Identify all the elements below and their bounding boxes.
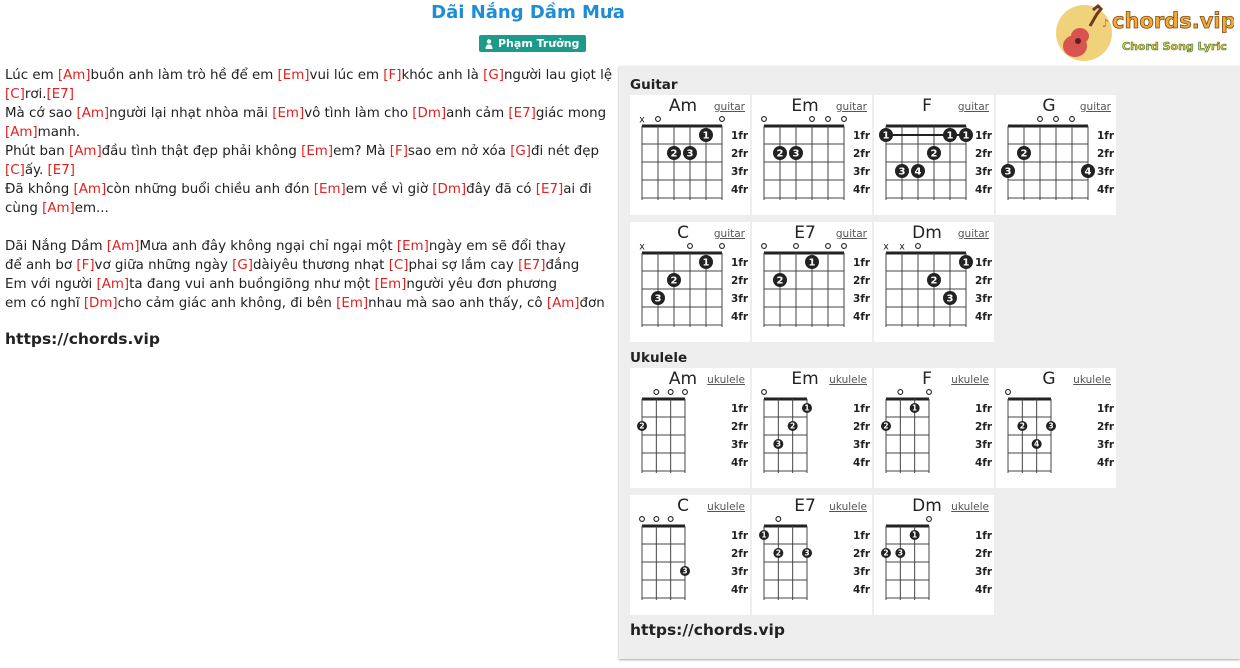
ukulele-chord-card[interactable] — [630, 495, 750, 615]
chord-name: E7 — [794, 223, 816, 243]
instrument-link[interactable]: ukulele — [829, 501, 867, 513]
fret-label: 1fr — [1097, 130, 1115, 142]
open-string-marker — [720, 244, 725, 249]
chord-link[interactable]: [E7] — [47, 163, 75, 178]
finger-number: 2 — [883, 421, 889, 431]
guitar-chord-card[interactable] — [630, 95, 750, 215]
finger-number: 2 — [1020, 148, 1028, 160]
chord-link[interactable]: [Am] — [73, 182, 107, 197]
fret-label: 4fr — [853, 457, 871, 469]
chord-name: Dm — [912, 223, 942, 243]
lyric-text: Dãi Nắng Dầm — [5, 239, 107, 254]
chord-name: Em — [791, 369, 819, 389]
open-string-marker — [794, 244, 799, 249]
chord-link[interactable]: [Em] — [301, 144, 334, 159]
lyric-text: rơi. — [24, 87, 47, 102]
open-string-marker — [668, 390, 673, 395]
lyric-text: Lúc em — [5, 68, 58, 83]
instrument-link[interactable]: guitar — [835, 101, 867, 113]
fret-label: 3fr — [853, 566, 871, 578]
chord-link[interactable]: [G] — [510, 144, 532, 159]
fret-label: 2fr — [975, 148, 993, 160]
ukulele-section-label: Ukulele — [630, 350, 688, 366]
open-string-marker — [826, 117, 831, 122]
fret-label: 3fr — [853, 166, 871, 178]
chord-link[interactable]: [Am] — [42, 201, 75, 216]
ukulele-chord-card[interactable] — [630, 368, 750, 488]
ukulele-chord-card[interactable] — [874, 368, 994, 488]
lyric-line — [5, 237, 617, 256]
finger-number: 1 — [702, 257, 710, 269]
lyric-text: ấy. — [24, 163, 48, 178]
instrument-link[interactable]: guitar — [957, 228, 989, 240]
muted-string-marker: x — [639, 114, 645, 126]
open-string-marker — [656, 117, 661, 122]
finger-number: 1 — [912, 403, 918, 413]
lyric-text: giác mong — [535, 106, 607, 121]
logo-tagline: Chord Song Lyric — [1122, 40, 1227, 53]
chord-name: E7 — [794, 496, 816, 516]
lyric-text: Mà cớ sao — [5, 106, 77, 121]
fret-label: 3fr — [731, 166, 749, 178]
fret-label: 1fr — [731, 530, 749, 542]
lyric-line — [5, 161, 617, 180]
ukulele-chord-card[interactable] — [752, 495, 872, 615]
lyric-line — [5, 275, 617, 294]
lyric-text: Em với người — [5, 277, 97, 292]
artist-name: Phạm Trưởng — [498, 37, 580, 50]
guitar-chord-card[interactable] — [996, 95, 1116, 215]
chord-link[interactable]: [Am] — [106, 239, 140, 254]
lyric-text: vô tình làm cho — [304, 106, 413, 121]
open-string-marker — [842, 117, 847, 122]
chord-link[interactable]: [Am] — [57, 68, 91, 83]
finger-number: 1 — [804, 403, 810, 413]
chord-name: Am — [668, 96, 698, 116]
chord-name: G — [1042, 369, 1056, 389]
lyric-text: em về vì giờ — [345, 182, 433, 197]
lyric-line — [5, 218, 617, 237]
open-string-marker — [1054, 117, 1059, 122]
finger-number: 3 — [686, 148, 694, 160]
fret-label: 3fr — [853, 293, 871, 305]
lyric-text: nhau mà sao anh thấy, cô — [368, 296, 547, 311]
chord-link[interactable]: [E7] — [535, 182, 564, 197]
fret-label: 1fr — [853, 403, 871, 415]
guitar-chord-card[interactable] — [630, 222, 750, 342]
finger-number: 2 — [776, 275, 784, 287]
song-title: Dãi Nắng Dầm Mưa — [431, 2, 625, 23]
chord-chart-panel — [619, 66, 1240, 659]
finger-number: 4 — [1084, 166, 1092, 178]
lyric-text: đơn — [579, 296, 605, 311]
fret-label: 3fr — [853, 439, 871, 451]
lyric-text: em? Mà — [333, 144, 390, 159]
finger-number: 3 — [898, 166, 906, 178]
muted-string-marker: x — [899, 241, 905, 253]
chord-name: C — [677, 496, 689, 516]
lyric-line — [5, 256, 617, 275]
fret-label: 2fr — [1097, 421, 1115, 433]
finger-number: 2 — [775, 548, 781, 558]
lyric-text: ngày em sẽ đổi thay — [428, 239, 566, 254]
open-string-marker — [927, 517, 932, 522]
guitar-chord-card[interactable] — [874, 222, 994, 342]
fret-label: 4fr — [1097, 184, 1115, 196]
chord-link[interactable]: [Am] — [546, 296, 580, 311]
lyric-line — [5, 180, 617, 199]
chord-name: G — [1042, 96, 1056, 116]
finger-number: 3 — [775, 439, 781, 449]
chord-link[interactable]: [Em] — [313, 182, 346, 197]
chord-name: Em — [791, 96, 819, 116]
open-string-marker — [916, 244, 921, 249]
open-string-marker — [668, 517, 673, 522]
finger-number: 2 — [930, 148, 938, 160]
open-string-marker — [810, 117, 815, 122]
open-string-marker — [776, 517, 781, 522]
finger-number: 3 — [1004, 166, 1012, 178]
lyric-line — [5, 294, 617, 313]
lyric-text: cùng — [5, 201, 43, 216]
instrument-link[interactable]: ukulele — [829, 374, 867, 386]
fret-label: 1fr — [975, 530, 993, 542]
fret-label: 3fr — [731, 439, 749, 451]
lyric-text: em có nghĩ — [5, 296, 84, 311]
fret-label: 4fr — [731, 457, 749, 469]
fret-label: 4fr — [975, 311, 993, 323]
fret-label: 1fr — [731, 403, 749, 415]
chord-link[interactable]: [G] — [483, 68, 504, 83]
finger-number: 1 — [808, 257, 816, 269]
chord-link[interactable]: [Dm] — [432, 182, 467, 197]
open-string-marker — [640, 517, 645, 522]
instrument-link[interactable]: guitar — [713, 228, 745, 240]
guitar-chords-grid — [630, 95, 1116, 342]
open-string-marker — [762, 390, 767, 395]
lyric-text: Mưa anh đây không ngại chỉ ngại một — [139, 239, 397, 254]
finger-number: 2 — [776, 148, 784, 160]
ukulele-chord-card[interactable] — [874, 495, 994, 615]
finger-number: 4 — [1034, 439, 1040, 449]
lyric-text: để anh bơ — [5, 258, 77, 273]
fret-label: 1fr — [731, 130, 749, 142]
lyric-text: em... — [74, 201, 109, 216]
finger-number: 2 — [930, 275, 938, 287]
guitar-logo-icon — [1054, 3, 1234, 63]
chord-link[interactable]: [C] — [5, 87, 25, 102]
ukulele-chord-card[interactable] — [752, 368, 872, 488]
lyric-text: đắng — [545, 258, 580, 273]
instrument-link[interactable]: guitar — [957, 101, 989, 113]
fret-label: 2fr — [731, 548, 749, 560]
fret-label: 2fr — [1097, 148, 1115, 160]
lyric-text: đây đã có — [466, 182, 536, 197]
lyric-text: đầu tình thật đẹp phải không — [101, 144, 302, 159]
lyric-text: ta đang vui anh buồngiõng như một — [129, 277, 375, 292]
svg-text:♪: ♪ — [1102, 17, 1110, 30]
finger-number: 1 — [882, 130, 890, 142]
lyric-text: người yêu đơn phương — [406, 277, 558, 292]
lyric-text: vui lúc em — [309, 68, 384, 83]
chord-link[interactable]: [F] — [76, 258, 95, 273]
logo-text: chords.vip — [1112, 9, 1234, 33]
fret-label: 1fr — [975, 130, 993, 142]
fret-label: 3fr — [731, 566, 749, 578]
ukulele-chords-grid — [630, 368, 1116, 615]
artist-badge[interactable] — [479, 35, 586, 52]
lyric-text: sao em nở xóa — [407, 144, 511, 159]
open-string-marker — [654, 517, 659, 522]
panel-site-url[interactable]: https://chords.vip — [630, 621, 785, 639]
chord-link[interactable]: [E7] — [46, 87, 74, 102]
muted-string-marker: x — [883, 241, 889, 253]
fret-label: 2fr — [853, 148, 871, 160]
lyric-text: còn những buổi chiều anh đón — [106, 182, 314, 197]
fret-label: 2fr — [975, 548, 993, 560]
lyric-text: anh cảm — [446, 106, 509, 121]
chord-link[interactable]: [Am] — [76, 106, 110, 121]
chord-link[interactable]: [Em] — [336, 296, 369, 311]
lyric-text: buồn anh làm trò hề để em — [90, 68, 278, 83]
instrument-link[interactable]: ukulele — [707, 374, 745, 386]
lyrics-block — [5, 66, 617, 313]
fret-label: 4fr — [731, 584, 749, 596]
lyric-text: phai sợ lắm cay — [408, 258, 519, 273]
chord-link[interactable]: [F] — [389, 144, 408, 159]
fret-label: 1fr — [853, 130, 871, 142]
chord-link[interactable]: [Em] — [396, 239, 429, 254]
finger-number: 3 — [682, 566, 688, 576]
chord-link[interactable]: [F] — [383, 68, 402, 83]
guitar-chord-card[interactable] — [752, 95, 872, 215]
chord-link[interactable]: [G] — [232, 258, 253, 273]
lyric-line — [5, 85, 617, 104]
chord-name: F — [922, 369, 932, 389]
open-string-marker — [927, 390, 932, 395]
fret-label: 4fr — [853, 311, 871, 323]
finger-number: 2 — [883, 548, 889, 558]
chord-name: Am — [668, 369, 698, 389]
fret-label: 3fr — [1097, 166, 1115, 178]
ukulele-chord-card[interactable] — [996, 368, 1116, 488]
finger-number: 3 — [1048, 421, 1054, 431]
fret-label: 1fr — [1097, 403, 1115, 415]
finger-number: 3 — [897, 548, 903, 558]
fret-label: 4fr — [1097, 457, 1115, 469]
finger-number: 2 — [790, 421, 796, 431]
lyric-text: vơ giữa những ngày — [94, 258, 233, 273]
chord-link[interactable]: [Dm] — [412, 106, 447, 121]
open-string-marker — [1006, 390, 1011, 395]
open-string-marker — [762, 244, 767, 249]
lyric-line — [5, 199, 617, 218]
fret-label: 2fr — [975, 421, 993, 433]
lyric-text: người lại nhạt nhòa mãi — [109, 106, 273, 121]
guitar-chord-card[interactable] — [752, 222, 872, 342]
finger-number: 1 — [962, 257, 970, 269]
finger-number: 1 — [912, 530, 918, 540]
muted-string-marker: x — [639, 241, 645, 253]
fret-label: 1fr — [975, 257, 993, 269]
fret-label: 2fr — [975, 275, 993, 287]
lyric-text: ai đi — [563, 182, 592, 197]
fret-label: 2fr — [853, 275, 871, 287]
chord-name: F — [922, 96, 932, 116]
fret-label: 2fr — [731, 275, 749, 287]
lyric-line — [5, 123, 617, 142]
finger-number: 3 — [654, 293, 662, 305]
fret-label: 4fr — [731, 311, 749, 323]
guitar-chord-card[interactable] — [874, 95, 994, 215]
fret-label: 1fr — [853, 530, 871, 542]
lyric-line — [5, 66, 617, 85]
instrument-link[interactable]: ukulele — [951, 374, 989, 386]
open-string-marker — [898, 390, 903, 395]
lyric-text: Phút ban — [5, 144, 70, 159]
fret-label: 4fr — [975, 184, 993, 196]
fret-label: 2fr — [853, 548, 871, 560]
guitar-section-label: Guitar — [630, 77, 678, 93]
fret-label: 4fr — [853, 184, 871, 196]
lyric-text: cho cảm giác anh không, đi bên — [117, 296, 337, 311]
open-string-marker — [688, 244, 693, 249]
lyric-text: dàiyêu thương nhạt — [253, 258, 389, 273]
instrument-link[interactable]: guitar — [835, 228, 867, 240]
chord-link[interactable]: [Em] — [374, 277, 407, 292]
chord-link[interactable]: [Am] — [96, 277, 130, 292]
finger-number: 2 — [1019, 421, 1025, 431]
chord-link[interactable]: [Am] — [69, 144, 102, 159]
finger-number: 2 — [670, 275, 678, 287]
finger-number: 3 — [792, 148, 800, 160]
chord-link[interactable]: [Am] — [5, 125, 38, 140]
chord-name: Dm — [912, 496, 942, 516]
open-string-marker — [826, 244, 831, 249]
fret-label: 4fr — [853, 584, 871, 596]
lyric-text: khóc anh là — [401, 68, 484, 83]
fret-label: 3fr — [975, 439, 993, 451]
fret-label: 2fr — [731, 421, 749, 433]
instrument-link[interactable]: guitar — [1079, 101, 1111, 113]
lyric-text: manh. — [37, 125, 81, 140]
lyric-text: đi nét đẹp — [531, 144, 599, 159]
fret-label: 3fr — [975, 166, 993, 178]
open-string-marker — [683, 390, 688, 395]
instrument-link[interactable]: guitar — [713, 101, 745, 113]
fret-label: 4fr — [975, 457, 993, 469]
site-logo[interactable] — [1054, 3, 1234, 63]
fret-label: 4fr — [731, 184, 749, 196]
finger-number: 1 — [761, 530, 767, 540]
fret-label: 4fr — [975, 584, 993, 596]
chord-name: C — [677, 223, 689, 243]
lyric-line — [5, 142, 617, 161]
instrument-link[interactable]: ukulele — [1073, 374, 1111, 386]
open-string-marker — [1070, 117, 1075, 122]
fret-label: 2fr — [731, 148, 749, 160]
lyric-text: người lau giọt lệ — [503, 68, 613, 83]
person-icon — [485, 39, 493, 49]
site-url[interactable]: https://chords.vip — [5, 330, 160, 348]
finger-number: 1 — [962, 130, 970, 142]
finger-number: 3 — [804, 548, 810, 558]
chord-link[interactable]: [Em] — [272, 106, 305, 121]
instrument-link[interactable]: ukulele — [951, 501, 989, 513]
finger-number: 1 — [702, 130, 710, 142]
chord-link[interactable]: [C] — [388, 258, 409, 273]
finger-number: 2 — [639, 421, 645, 431]
open-string-marker — [720, 117, 725, 122]
chord-link[interactable]: [Dm] — [83, 296, 118, 311]
fret-label: 3fr — [975, 566, 993, 578]
open-string-marker — [762, 117, 767, 122]
fret-label: 2fr — [853, 421, 871, 433]
open-string-marker — [842, 244, 847, 249]
fret-label: 3fr — [975, 293, 993, 305]
finger-number: 3 — [946, 293, 954, 305]
fret-label: 3fr — [1097, 439, 1115, 451]
finger-number: 4 — [914, 166, 922, 178]
chord-link[interactable]: [E7] — [518, 258, 546, 273]
open-string-marker — [1038, 117, 1043, 122]
fret-label: 1fr — [975, 403, 993, 415]
fret-label: 1fr — [731, 257, 749, 269]
chord-link[interactable]: [E7] — [508, 106, 536, 121]
lyric-line — [5, 104, 617, 123]
chord-link[interactable]: [Em] — [277, 68, 310, 83]
finger-number: 2 — [670, 148, 678, 160]
open-string-marker — [654, 390, 659, 395]
finger-number: 1 — [946, 130, 954, 142]
fret-label: 3fr — [731, 293, 749, 305]
chord-link[interactable]: [C] — [5, 163, 25, 178]
instrument-link[interactable]: ukulele — [707, 501, 745, 513]
lyric-text: Đã không — [5, 182, 74, 197]
fret-label: 1fr — [853, 257, 871, 269]
